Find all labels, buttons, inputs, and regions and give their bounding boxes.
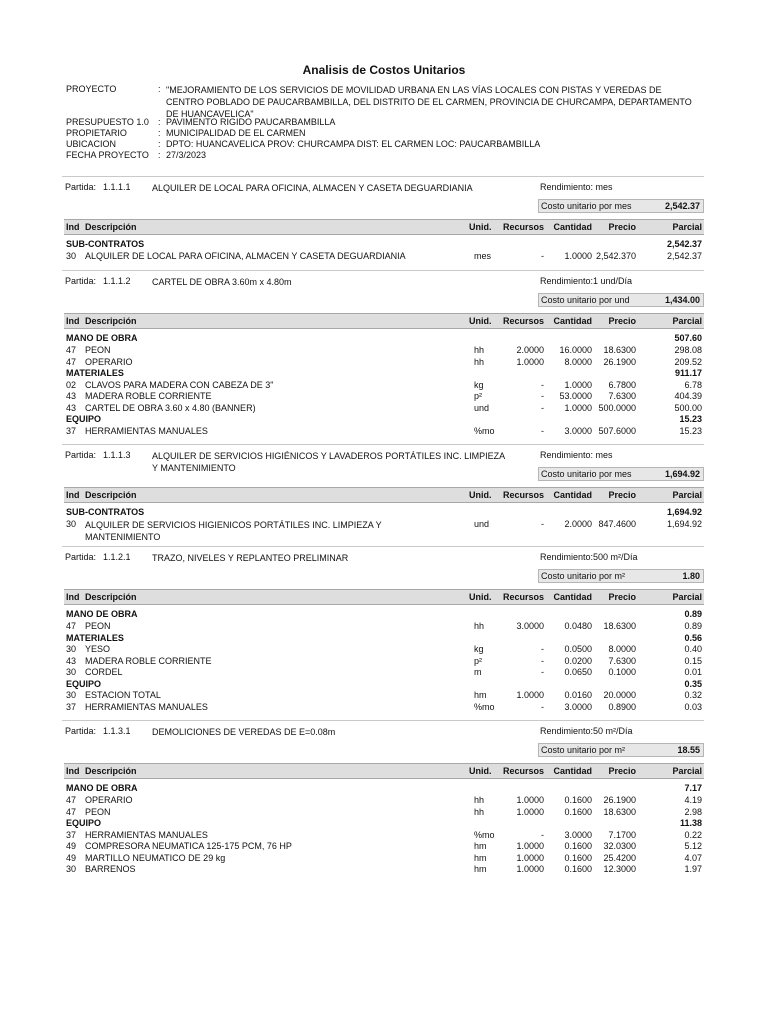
col-parcial: Parcial xyxy=(672,316,702,326)
group-total: 0.35 xyxy=(684,678,702,689)
cell-ind: 30 xyxy=(66,644,77,654)
table-row xyxy=(64,357,704,368)
col-precio: Precio xyxy=(608,222,636,232)
group-row xyxy=(64,333,704,344)
cell-precio: 2,542.370 xyxy=(595,251,636,261)
cell-parcial: 0.22 xyxy=(684,829,702,840)
partida-code: 1.1.1.3 xyxy=(103,450,131,460)
table-row xyxy=(64,830,704,841)
cell-ind: 49 xyxy=(66,852,77,863)
cell-recursos: 1.0000 xyxy=(516,795,544,805)
cell-precio: 7.6300 xyxy=(608,655,636,666)
cell-precio: 25.4200 xyxy=(603,852,636,863)
col-ind: Ind xyxy=(66,766,80,776)
cell-ind: 49 xyxy=(66,841,77,851)
cell-parcial: 404.39 xyxy=(674,391,702,401)
cell-ind: 37 xyxy=(66,701,77,712)
col-unid: Unid. xyxy=(469,490,492,500)
table-header xyxy=(64,219,704,235)
group-total: 11.38 xyxy=(679,818,702,828)
presupuesto-value: PAVIMENTO RIGIDO PAUCARBAMBILLA xyxy=(166,117,336,127)
cell-descripcion: CARTEL DE OBRA 3.60 x 4.80 (BANNER) xyxy=(85,402,256,413)
cell-unid: hh xyxy=(474,345,485,355)
colon: : xyxy=(158,117,161,127)
cell-descripcion: MARTILLO NEUMATICO DE 29 kg xyxy=(85,852,226,863)
cell-ind: 30 xyxy=(66,667,77,677)
cell-ind: 30 xyxy=(66,690,77,700)
separator xyxy=(62,270,704,271)
cell-parcial: 1,694.92 xyxy=(666,519,702,529)
cell-descripcion: OPERARIO xyxy=(85,795,133,805)
cell-parcial: 6.78 xyxy=(684,379,702,390)
table-row xyxy=(64,667,704,678)
cell-unid: %mo xyxy=(474,829,495,840)
cell-cantidad: 0.0500 xyxy=(564,644,592,654)
partida-name: TRAZO, NIVELES Y REPLANTEO PRELIMINAR xyxy=(152,553,349,563)
cell-cantidad: 0.0160 xyxy=(564,690,592,700)
group-total: 15.23 xyxy=(679,414,702,424)
cell-recursos: - xyxy=(541,655,544,666)
cell-recursos: - xyxy=(541,519,544,529)
separator xyxy=(62,176,704,177)
cell-descripcion: MADERA ROBLE CORRIENTE xyxy=(85,655,212,666)
cell-recursos: 1.0000 xyxy=(516,690,544,700)
partida-label: Partida: xyxy=(65,450,97,460)
table-row xyxy=(64,380,704,391)
group-name: SUB-CONTRATOS xyxy=(66,239,145,249)
table-row xyxy=(64,391,704,402)
group-row xyxy=(64,507,704,518)
table-row xyxy=(64,853,704,864)
group-total: 2,542.37 xyxy=(666,239,702,249)
cell-unid: m xyxy=(474,667,482,677)
col-descripcion: Descripción xyxy=(85,490,137,500)
cell-cantidad: 3.0000 xyxy=(564,425,592,436)
col-unid: Unid. xyxy=(469,316,492,326)
costo-unitario-value: 1.80 xyxy=(682,571,700,581)
cell-parcial: 0.32 xyxy=(684,690,702,700)
cell-cantidad: 0.0480 xyxy=(564,621,592,631)
rendimiento: Rendimiento: mes xyxy=(540,182,613,192)
group-row xyxy=(64,368,704,379)
cell-ind: 43 xyxy=(66,391,77,401)
costo-unitario-box xyxy=(538,293,704,307)
cell-descripcion: ALQUILER DE LOCAL PARA OFICINA, ALMACEN Y CASETA DEGUARDIANIA xyxy=(85,251,406,261)
cell-unid: mes xyxy=(474,251,492,261)
col-cantidad: Cantidad xyxy=(553,316,592,326)
cell-precio: 847.4600 xyxy=(598,519,636,529)
table-header xyxy=(64,763,704,779)
cell-parcial: 2.98 xyxy=(684,806,702,817)
cell-descripcion: OPERARIO xyxy=(85,356,133,367)
cell-unid: kg xyxy=(474,379,484,390)
costo-unitario-value: 1,694.92 xyxy=(664,469,700,479)
rendimiento: Rendimiento:1 und/Día xyxy=(540,276,633,286)
cell-unid: hh xyxy=(474,806,485,817)
table-header xyxy=(64,487,704,503)
cell-unid: %mo xyxy=(474,701,495,712)
cell-ind: 37 xyxy=(66,425,77,436)
table-row xyxy=(64,621,704,632)
cell-recursos: - xyxy=(541,391,544,401)
col-precio: Precio xyxy=(608,592,636,602)
propietario-value: MUNICIPALIDAD DE EL CARMEN xyxy=(166,128,306,138)
group-row xyxy=(64,679,704,690)
cell-cantidad: 1.0000 xyxy=(564,402,592,413)
group-row xyxy=(64,609,704,620)
cell-unid: hh xyxy=(474,621,485,631)
cell-parcial: 4.07 xyxy=(684,852,702,863)
table-row xyxy=(64,702,704,713)
colon: : xyxy=(158,150,161,160)
cell-cantidad: 0.1600 xyxy=(564,864,592,874)
cell-precio: 7.6300 xyxy=(608,391,636,401)
table-row xyxy=(64,251,704,262)
cell-ind: 30 xyxy=(66,864,77,874)
cell-descripcion: CORDEL xyxy=(85,667,123,677)
col-cantidad: Cantidad xyxy=(553,766,592,776)
cell-cantidad: 1.0000 xyxy=(564,379,592,390)
col-parcial: Parcial xyxy=(672,766,702,776)
cell-parcial: 2,542.37 xyxy=(666,251,702,261)
costo-unitario-value: 1,434.00 xyxy=(664,295,700,305)
col-ind: Ind xyxy=(66,222,80,232)
partida-name: ALQUILER DE SERVICIOS HIGIÉNICOS Y LAVADEROS PORTÁTILES INC. LIMPIEZA Y MANTENIMIENTO xyxy=(152,451,505,473)
cell-precio: 32.0300 xyxy=(603,841,636,851)
col-recursos: Recursos xyxy=(502,222,544,232)
group-row xyxy=(64,239,704,250)
separator xyxy=(62,720,704,721)
group-row xyxy=(64,783,704,794)
cell-unid: kg xyxy=(474,644,484,654)
cell-parcial: 209.52 xyxy=(674,356,702,367)
cell-unid: und xyxy=(474,519,490,529)
cell-precio: 500.0000 xyxy=(598,402,636,413)
partida-code: 1.1.1.2 xyxy=(103,276,131,286)
cell-precio: 8.0000 xyxy=(608,644,636,654)
cell-unid: p² xyxy=(474,391,483,401)
table-row xyxy=(64,690,704,701)
col-descripcion: Descripción xyxy=(85,592,137,602)
cell-descripcion: COMPRESORA NEUMATICA 125-175 PCM, 76 HP xyxy=(85,841,292,851)
costo-unitario-label: Costo unitario por m² xyxy=(541,745,626,755)
cell-ind: 47 xyxy=(66,345,77,355)
cell-unid: hm xyxy=(474,690,487,700)
col-ind: Ind xyxy=(66,592,80,602)
col-unid: Unid. xyxy=(469,766,492,776)
cell-parcial: 1.97 xyxy=(684,864,702,874)
cell-descripcion: HERRAMIENTAS MANUALES xyxy=(85,829,208,840)
table-row xyxy=(64,795,704,806)
cell-parcial: 0.03 xyxy=(684,701,702,712)
cell-recursos: - xyxy=(541,829,544,840)
cell-descripcion: ALQUILER DE SERVICIOS HIGIENICOS PORTÁTILES INC. LIMPIEZA Y MANTENIMIENTO xyxy=(85,520,382,542)
cell-cantidad: 16.0000 xyxy=(559,345,592,355)
col-precio: Precio xyxy=(608,490,636,500)
cell-descripcion: ESTACION TOTAL xyxy=(85,690,161,700)
cell-cantidad: 0.1600 xyxy=(564,795,592,805)
rendimiento: Rendimiento:50 m²/Día xyxy=(540,726,633,736)
group-name: MANO DE OBRA xyxy=(66,333,138,343)
group-name: MATERIALES xyxy=(66,632,124,643)
group-total: 0.89 xyxy=(684,609,702,619)
cell-cantidad: 3.0000 xyxy=(564,829,592,840)
table-row xyxy=(64,345,704,356)
group-total: 911.17 xyxy=(674,368,702,378)
ubicacion-label: UBICACION xyxy=(66,139,117,149)
cell-descripcion: YESO xyxy=(85,644,111,654)
cell-descripcion: PEON xyxy=(85,621,111,631)
costo-unitario-label: Costo unitario por mes xyxy=(541,201,632,211)
cell-parcial: 0.40 xyxy=(684,644,702,654)
col-descripcion: Descripción xyxy=(85,316,137,326)
cell-unid: hh xyxy=(474,356,485,367)
group-row xyxy=(64,633,704,644)
fecha-value: 27/3/2023 xyxy=(166,150,207,160)
group-total: 507.60 xyxy=(674,333,702,343)
cell-cantidad: 0.0650 xyxy=(564,667,592,677)
group-name: MANO DE OBRA xyxy=(66,609,138,619)
cell-recursos: 1.0000 xyxy=(516,852,544,863)
group-total: 7.17 xyxy=(684,783,702,793)
cell-ind: 47 xyxy=(66,806,77,817)
cell-precio: 0.1000 xyxy=(608,667,636,677)
ubicacion-value: DPTO: HUANCAVELICA PROV: CHURCAMPA DIST: EL CARMEN LOC: PAUCARBAMBILLA xyxy=(166,139,541,149)
cell-cantidad: 0.0200 xyxy=(564,655,592,666)
cell-precio: 26.1900 xyxy=(603,356,636,367)
cell-cantidad: 53.0000 xyxy=(559,391,592,401)
cell-ind: 30 xyxy=(66,251,77,261)
group-name: MATERIALES xyxy=(66,368,124,378)
col-precio: Precio xyxy=(608,766,636,776)
col-descripcion: Descripción xyxy=(85,222,137,232)
group-name: EQUIPO xyxy=(66,678,102,689)
separator xyxy=(62,444,704,445)
cell-precio: 6.7800 xyxy=(608,379,636,390)
cell-recursos: 1.0000 xyxy=(516,806,544,817)
cell-ind: 37 xyxy=(66,829,77,840)
group-row xyxy=(64,414,704,425)
cell-cantidad: 0.1600 xyxy=(564,841,592,851)
cell-ind: 43 xyxy=(66,655,77,666)
group-name: EQUIPO xyxy=(66,818,102,828)
cell-recursos: 2.0000 xyxy=(516,345,544,355)
col-parcial: Parcial xyxy=(672,490,702,500)
cell-cantidad: 1.0000 xyxy=(564,251,592,261)
cell-precio: 12.3000 xyxy=(603,864,636,874)
cell-unid: %mo xyxy=(474,425,495,436)
partida-name: CARTEL DE OBRA 3.60m x 4.80m xyxy=(152,277,292,287)
cell-cantidad: 0.1600 xyxy=(564,806,592,817)
rendimiento: Rendimiento:500 m²/Día xyxy=(540,552,638,562)
cell-cantidad: 8.0000 xyxy=(564,356,592,367)
cell-recursos: - xyxy=(541,667,544,677)
partida-code: 1.1.1.1 xyxy=(103,182,131,192)
costo-unitario-box xyxy=(538,199,704,213)
table-row xyxy=(64,656,704,667)
cell-precio: 20.0000 xyxy=(603,690,636,700)
costo-unitario-value: 2,542.37 xyxy=(664,201,700,211)
cell-recursos: 1.0000 xyxy=(516,356,544,367)
col-cantidad: Cantidad xyxy=(553,222,592,232)
cell-unid: und xyxy=(474,402,490,413)
cell-parcial: 500.00 xyxy=(674,402,702,413)
cell-parcial: 5.12 xyxy=(684,841,702,851)
table-row xyxy=(64,807,704,818)
col-parcial: Parcial xyxy=(672,222,702,232)
col-recursos: Recursos xyxy=(502,766,544,776)
propietario-label: PROPIETARIO xyxy=(66,128,127,138)
cell-recursos: - xyxy=(541,425,544,436)
cell-unid: p² xyxy=(474,655,483,666)
col-parcial: Parcial xyxy=(672,592,702,602)
table-row xyxy=(64,644,704,655)
col-recursos: Recursos xyxy=(502,490,544,500)
partida-code: 1.1.2.1 xyxy=(103,552,131,562)
col-descripcion: Descripción xyxy=(85,766,137,776)
costo-unitario-label: Costo unitario por m² xyxy=(541,571,626,581)
group-total: 1,694.92 xyxy=(666,507,702,517)
cell-cantidad: 2.0000 xyxy=(564,519,592,529)
cell-recursos: 1.0000 xyxy=(516,864,544,874)
col-ind: Ind xyxy=(66,316,80,326)
colon: : xyxy=(158,139,161,149)
presupuesto-label: PRESUPUESTO 1.0 xyxy=(66,117,149,127)
cell-ind: 30 xyxy=(66,519,77,529)
col-cantidad: Cantidad xyxy=(553,592,592,602)
table-row xyxy=(64,519,704,542)
cell-recursos: - xyxy=(541,644,544,654)
cell-ind: 43 xyxy=(66,402,77,413)
cell-precio: 18.6300 xyxy=(603,621,636,631)
table-row xyxy=(64,426,704,437)
cell-cantidad: 3.0000 xyxy=(564,701,592,712)
cell-precio: 26.1900 xyxy=(603,795,636,805)
col-recursos: Recursos xyxy=(502,592,544,602)
col-ind: Ind xyxy=(66,490,80,500)
cell-recursos: 3.0000 xyxy=(516,621,544,631)
group-row xyxy=(64,818,704,829)
partida-code: 1.1.3.1 xyxy=(103,726,131,736)
partida-label: Partida: xyxy=(65,182,97,192)
cell-descripcion: BARRENOS xyxy=(85,864,136,874)
group-name: SUB-CONTRATOS xyxy=(66,507,145,517)
table-header xyxy=(64,313,704,329)
cell-unid: hm xyxy=(474,852,487,863)
cell-cantidad: 0.1600 xyxy=(564,852,592,863)
cell-descripcion: CLAVOS PARA MADERA CON CABEZA DE 3" xyxy=(85,379,274,390)
group-name: EQUIPO xyxy=(66,414,102,424)
proyecto-value: "MEJORAMIENTO DE LOS SERVICIOS DE MOVILIDAD URBANA EN LAS VÍAS LOCALES CON PISTAS Y VEREDAS DE CENTRO POBLADO DE PAUCARBAMBILLA, DEL DISTRITO DE EL CARMEN, PROVINCIA DE CHURCAMPA, DEPARTAMENTO DE HUANCAVELICA" xyxy=(166,85,692,119)
cell-unid: hm xyxy=(474,864,487,874)
cell-parcial: 15.23 xyxy=(679,425,702,436)
costo-unitario-box xyxy=(538,569,704,583)
cell-unid: hm xyxy=(474,841,487,851)
cell-precio: 507.6000 xyxy=(598,425,636,436)
cell-parcial: 0.15 xyxy=(684,655,702,666)
cell-descripcion: PEON xyxy=(85,806,111,817)
colon: : xyxy=(158,128,161,138)
partida-name: DEMOLICIONES DE VEREDAS DE E=0.08m xyxy=(152,727,336,737)
col-recursos: Recursos xyxy=(502,316,544,326)
costo-unitario-box xyxy=(538,743,704,757)
partida-label: Partida: xyxy=(65,276,97,286)
col-cantidad: Cantidad xyxy=(553,490,592,500)
page-title: Analisis de Costos Unitarios xyxy=(302,63,466,77)
cell-descripcion: MADERA ROBLE CORRIENTE xyxy=(85,391,212,401)
costo-unitario-box xyxy=(538,467,704,481)
cell-descripcion: PEON xyxy=(85,345,111,355)
cell-precio: 18.6300 xyxy=(603,806,636,817)
costo-unitario-label: Costo unitario por und xyxy=(541,295,630,305)
cell-recursos: 1.0000 xyxy=(516,841,544,851)
cell-parcial: 298.08 xyxy=(674,345,702,355)
table-row xyxy=(64,403,704,414)
table-header xyxy=(64,589,704,605)
costo-unitario-value: 18.55 xyxy=(677,745,700,755)
colon: : xyxy=(158,84,161,94)
cell-parcial: 0.89 xyxy=(684,621,702,631)
cell-parcial: 4.19 xyxy=(684,795,702,805)
cell-recursos: - xyxy=(541,379,544,390)
partida-label: Partida: xyxy=(65,726,97,736)
partida-label: Partida: xyxy=(65,552,97,562)
fecha-label: FECHA PROYECTO xyxy=(66,150,149,160)
separator xyxy=(62,546,704,547)
cell-ind: 47 xyxy=(66,795,77,805)
table-row xyxy=(64,864,704,875)
group-total: 0.56 xyxy=(684,632,702,643)
cell-ind: 47 xyxy=(66,356,77,367)
rendimiento: Rendimiento: mes xyxy=(540,450,613,460)
cell-recursos: - xyxy=(541,402,544,413)
cell-recursos: - xyxy=(541,251,544,261)
partida-name: ALQUILER DE LOCAL PARA OFICINA, ALMACEN Y CASETA DEGUARDIANIA xyxy=(152,183,473,193)
col-unid: Unid. xyxy=(469,222,492,232)
cell-precio: 7.1700 xyxy=(608,829,636,840)
table-row xyxy=(64,841,704,852)
cell-parcial: 0.01 xyxy=(684,667,702,677)
group-name: MANO DE OBRA xyxy=(66,783,138,793)
col-unid: Unid. xyxy=(469,592,492,602)
cell-ind: 47 xyxy=(66,621,77,631)
col-precio: Precio xyxy=(608,316,636,326)
costo-unitario-label: Costo unitario por mes xyxy=(541,469,632,479)
cell-descripcion: HERRAMIENTAS MANUALES xyxy=(85,425,208,436)
cell-recursos: - xyxy=(541,701,544,712)
cell-descripcion: HERRAMIENTAS MANUALES xyxy=(85,701,208,712)
cell-precio: 18.6300 xyxy=(603,345,636,355)
proyecto-label: PROYECTO xyxy=(66,84,117,94)
cell-unid: hh xyxy=(474,795,485,805)
cell-precio: 0.8900 xyxy=(608,701,636,712)
cell-ind: 02 xyxy=(66,379,77,390)
